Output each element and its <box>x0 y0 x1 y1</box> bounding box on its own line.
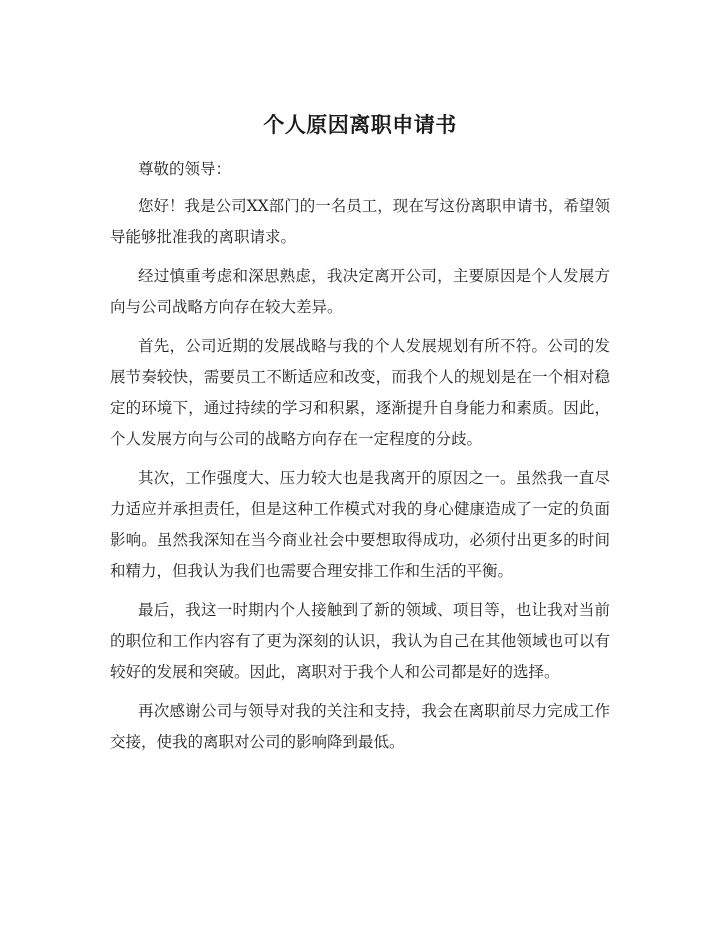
paragraph-last-reason: 最后，我这一时期内个人接触到了新的领域、项目等，也让我对当前的职位和工作内容有了更为深刻的认识，我认为自己在其他领域也可以有较好的发展和突破。因此，离职对于我个人和公司都是好的选择。 <box>110 601 610 681</box>
paragraph-first-reason: 首先，公司近期的发展战略与我的个人发展规划有所不符。公司的发展节奏较快，需要员工不断适应和改变，而我个人的规划是在一个相对稳定的环境下，通过持续的学习和积累，逐渐提升自身能力和素质。因此，个人发展方向与公司的战略方向存在一定程度的分歧。 <box>110 337 610 448</box>
paragraph-decision: 经过慎重考虑和深思熟虑，我决定离开公司，主要原因是个人发展方向与公司战略方向存在较大差异。 <box>110 267 610 316</box>
paragraph-second-reason: 其次，工作强度大、压力较大也是我离开的原因之一。虽然我一直尽力适应并承担责任，但是这种工作模式对我的身心健康造成了一定的负面影响。虽然我深知在当今商业社会中要想取得成功，必须付出更多的时间和精力，但我认为我们也需要合理安排工作和生活的平衡。 <box>110 469 610 580</box>
document-body <box>110 110 610 766</box>
paragraph-closing: 再次感谢公司与领导对我的关注和支持，我会在离职前尽力完成工作交接，使我的离职对公司的影响降到最低。 <box>110 702 610 751</box>
document-title: 个人原因离职申请书 <box>263 112 457 137</box>
paragraph-greeting: 您好！我是公司XX部门的一名员工，现在写这份离职申请书，希望领导能够批准我的离职请求。 <box>110 197 610 246</box>
salutation: 尊敬的领导： <box>138 160 232 178</box>
